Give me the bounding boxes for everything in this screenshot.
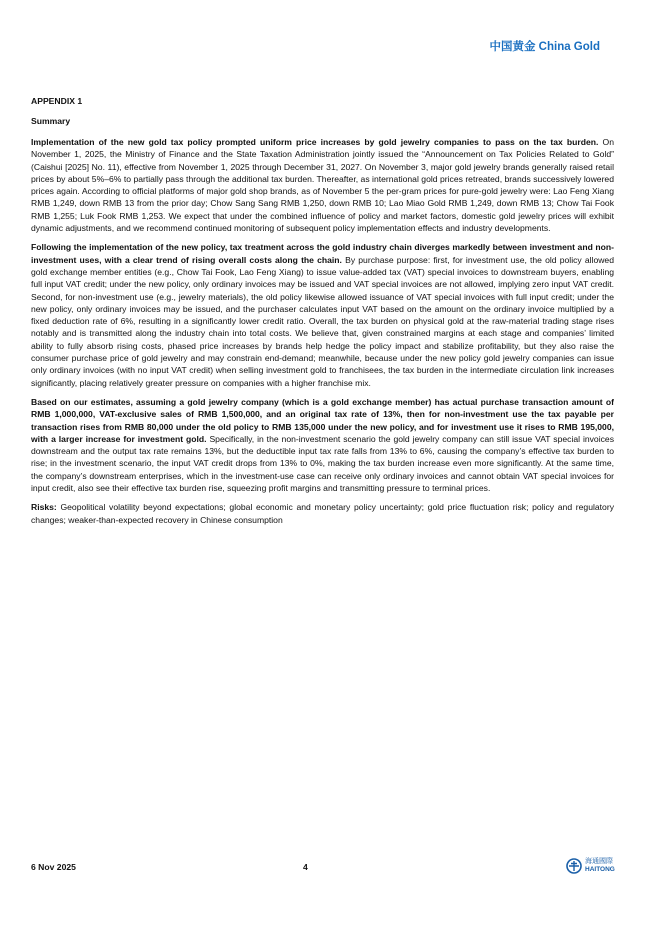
paragraph-lead: Risks: xyxy=(31,502,57,513)
footer-date: 6 Nov 2025 xyxy=(31,862,76,872)
brand-header: 中国黄金 China Gold xyxy=(489,41,600,53)
paragraph-text: Geopolitical volatility beyond expectations; global economic and monetary policy uncertainty; gold price fluctuation risk; policy and regulatory changes; weaker-than-expected recovery in Chinese consumption xyxy=(31,502,614,525)
paragraph-text: On November 1, 2025, the Ministry of Finance and the State Taxation Administration jointly issued the “Announcement on Tax Policies Related to Gold” (Caishui [2025] No. 11), effective from November 1, 2025 through December 31, 2027. On November 3, major gold jewelry brands generally raised retail prices by about 5%–6% to partially pass through the additional tax burden. Thereafter, as international gold prices retreated, brands successively lowered prices again. According to official platforms of major gold shop brands, as of November 5 the per-gram prices for pure-gold jewelry were: Lao Feng Xiang RMB 1,249, down RMB 13 from the prior day; Chow Sang Sang RMB 1,250, down RMB 10; Lao Miao Gold RMB 1,249, down RMB 13; Chow Tai Fook RMB 1,255; Luk Fook RMB 1,253. We expect that under the combined influence of policy and market factors, domestic gold jewelry prices will exhibit dynamic adjustments, and we recommend continued monitoring of subsequent policy implementation effects and industry developments. xyxy=(31,137,614,234)
paragraph-lead: Based on our estimates, assuming a gold jewelry company (which is a gold exchange member) has actual purchase transaction amount of RMB 1,000,000, VAT-exclusive sales of RMB 1,500,000, and an original tax rate of 13%, then for non-investment use the tax payable per transaction rises from RMB 80,000 under the old policy to RMB 135,000 under the new policy, and for investment use it rises to RMB 195,000, with a larger increase for investment gold. xyxy=(31,396,614,444)
paragraph-tax-policy xyxy=(31,136,614,234)
paragraph-tax-treatment xyxy=(31,241,614,389)
logo-en-text: HAITONG xyxy=(585,866,615,873)
logo-cn-text: 海通國際 xyxy=(585,858,613,865)
paragraph-estimates xyxy=(31,396,614,494)
paragraph-risks xyxy=(31,501,614,526)
paragraph-lead: Following the implementation of the new policy, tax treatment across the gold industry chain diverges markedly between investment and non-investment uses, with a clear trend of rising overall costs along the chain. xyxy=(31,242,614,265)
haitong-logo xyxy=(566,858,615,874)
page-number: 4 xyxy=(303,862,308,872)
summary-heading: Summary xyxy=(31,116,71,126)
appendix-label: APPENDIX 1 xyxy=(31,96,83,106)
haitong-logo-icon xyxy=(566,858,582,874)
paragraph-text: Specifically, in the non-investment scenario the gold jewelry company can still issue VAT special invoices downstream and the output tax rate remains 13%, but the deductible input tax rate falls from 13% to 6%, causing the company’s effective tax burden to rise; in the investment scenario, the input VAT credit drops from 13% to 0%, making the tax burden increase even more significantly. At the same time, the company’s downstream enterprises, which in the investment-use case can receive only ordinary invoices and cannot obtain VAT special invoices for input credit, also see their effective tax burden rise, squeezing profit margins and transmitting pressure to terminal prices. xyxy=(31,433,614,494)
document-body xyxy=(31,96,614,533)
paragraph-lead: Implementation of the new gold tax policy prompted uniform price increases by gold jewelry companies to pass on the tax burden. xyxy=(31,137,599,147)
paragraph-text: By purchase purpose: first, for investment use, the old policy allowed gold exchange member entities (e.g., Chow Tai Fook, Lao Feng Xiang) to issue value-added tax (VAT) special invoices to downstream buyers, enabling full input VAT credit; under the new policy, only ordinary invoices may be issued and VAT special invoices are not allowed, implying zero input VAT credit. Second, for non-investment use (e.g., jewelry materials), the old policy likewise allowed issuance of VAT special invoices with full input credit; under the new policy, only ordinary invoices may be issued, and the purchaser calculates input VAT based on the amount on the ordinary invoice multiplied by a fixed deduction rate of 6%, resulting in a significantly lower credit ratio. Overall, the tax burden on physical gold at the raw-material trading stage rises notably and is transmitted along the industry chain into total costs. We believe that, given constrained margins at each stage and companies’ limited ability to fully absorb rising costs, phased price increases by brands help hedge the policy impact and stabilize profitability, but they also raise the consumer purchase price of gold jewelry and may constrain end-demand; meanwhile, because under the new policy gold jewelry companies can issue only ordinary invoices (with no input VAT credit) when selling investment gold to franchisees, the tax burden in the intermediate circulation link increases significantly, placing relatively greater pressure on companies with a higher franchise mix. xyxy=(31,254,614,388)
